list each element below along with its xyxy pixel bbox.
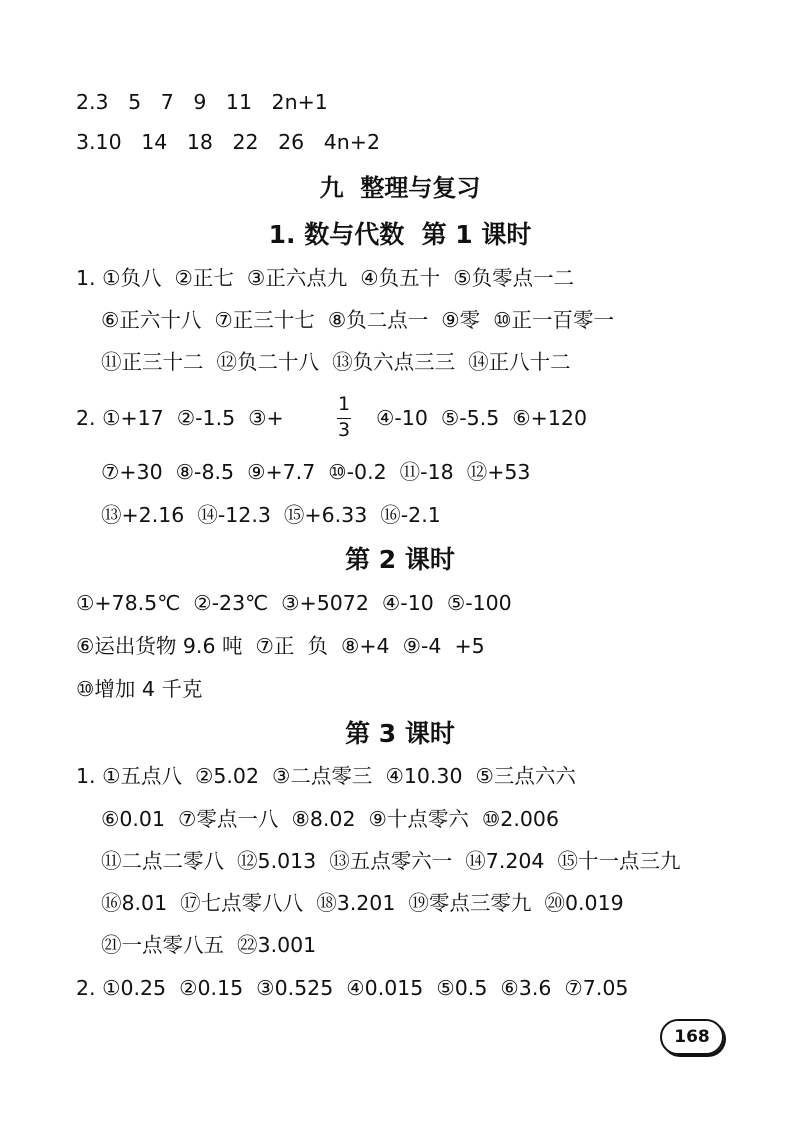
fraction-numerator: 1: [337, 393, 351, 415]
lesson-3-q1-line-2: ⑥0.01 ⑦零点一八 ⑧8.02 ⑨十点零六 ⑩2.006: [101, 807, 559, 831]
fraction-denominator: 3: [337, 419, 351, 441]
lesson-2-line-3: ⑩增加 4 千克: [76, 677, 203, 701]
lesson-2-heading: 第 2 课时: [345, 545, 455, 574]
lesson-1-q1-line-3: ⑪正三十二 ⑫负二十八 ⑬负六点三三 ⑭正八十二: [101, 350, 571, 374]
lesson-3-q1-line-4: ⑯8.01 ⑰七点零八八 ⑱3.201 ⑲零点三零九 ⑳0.019: [101, 891, 624, 915]
lesson-1-q2-line-3: ⑬+2.16 ⑭-12.3 ⑮+6.33 ⑯-2.1: [101, 503, 441, 527]
chapter-heading: 九 整理与复习: [319, 174, 481, 202]
lesson-3-q1-line-3: ⑪二点二零八 ⑫5.013 ⑬五点零六一 ⑭7.204 ⑮十一点三九: [101, 849, 681, 873]
lesson-3-q1-line-1: 1. ①五点八 ②5.02 ③二点零三 ④10.30 ⑤三点六六: [76, 764, 576, 788]
lesson-1-q1-line-2: ⑥正六十八 ⑦正三十七 ⑧负二点一 ⑨零 ⑩正一百零一: [101, 308, 615, 332]
lesson-1-q1-line-1: 1. ①负八 ②正七 ③正六点九 ④负五十 ⑤负零点一二: [76, 266, 575, 290]
lesson-1-q2-line-2: ⑦+30 ⑧-8.5 ⑨+7.7 ⑩-0.2 ⑪-18 ⑫+53: [101, 460, 531, 484]
lesson-1-heading: 1. 数与代数 第 1 课时: [268, 220, 532, 249]
lesson-3-heading: 第 3 课时: [345, 719, 455, 748]
lesson-1-q2-line-1-part-a: 2. ①+17 ②-1.5 ③+: [76, 406, 284, 430]
lesson-3-q1-line-5: ㉑一点零八五 ㉒3.001: [101, 933, 317, 957]
answer-line-3: 3.10 14 18 22 26 4n+2: [76, 130, 380, 154]
answer-line-2: 2.3 5 7 9 11 2n+1: [76, 90, 328, 114]
lesson-3-q2-line-1: 2. ①0.25 ②0.15 ③0.525 ④0.015 ⑤0.5 ⑥3.6 ⑦7.05: [76, 976, 629, 1000]
lesson-2-line-2: ⑥运出货物 9.6 吨 ⑦正 负 ⑧+4 ⑨-4 +5: [76, 634, 485, 658]
lesson-1-q2-line-1-part-b: ④-10 ⑤-5.5 ⑥+120: [376, 406, 587, 430]
page-number-badge: 168: [660, 1019, 724, 1055]
lesson-2-line-1: ①+78.5℃ ②-23℃ ③+5072 ④-10 ⑤-100: [76, 591, 512, 615]
